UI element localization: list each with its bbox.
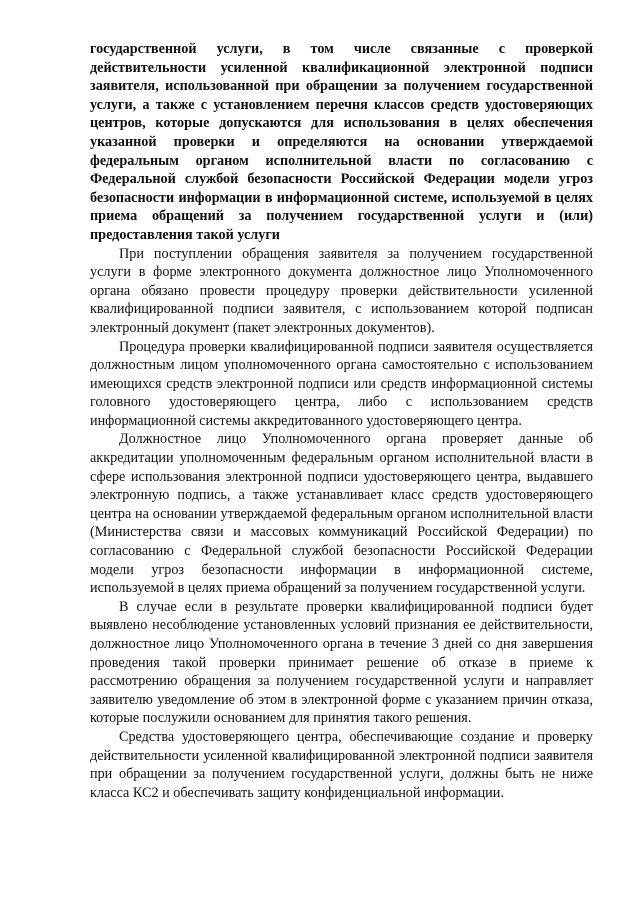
- document-page: [90, 40, 593, 802]
- paragraph-refusal: В случае если в результате проверки квалифицированной подписи будет выявлено несоблюдение установленных условий признания ее действительности, должностное лицо Уполномоченного органа в течение 3 дней со дня завершения проведения такой проверки принимает решение об отказе в приеме к рассмотрению обращения за получением государственной услуги и направляет заявителю уведомление об этом в электронной форме с указанием причин отказа, которые послужили основанием для принятия такого решения.: [90, 598, 593, 727]
- paragraph-heading: государственной услуги, в том числе связанные с проверкой действительности усиленной квалификационной электронной подписи заявителя, использованной при обращении за получением государственной услуги, а также с установлением перечня классов средств удостоверяющих центров, которые допускаются для использования в целях обеспечения указанной проверки и определяются на основании утверждаемой федеральным органом исполнительной власти по согласованию с Федеральной службой безопасности Российской Федерации модели угроз безопасности информации в информационной системе, используемой в целях приема обращений за получением государственной услуги и (или) предоставления такой услуги: [90, 41, 593, 243]
- paragraph-tools: Средства удостоверяющего центра, обеспечивающие создание и проверку действительности усиленной квалифицированной электронной подписи заявителя при обращении за получением государственной услуги, должны быть не ниже класса КС2 и обеспечивать защиту конфиденциальной информации.: [90, 728, 593, 801]
- paragraph-procedure: Процедура проверки квалифицированной подписи заявителя осуществляется должностным лицом уполномоченного органа самостоятельно с использованием имеющихся средств электронной подписи или средств информационной системы головного удостоверяющего центра, либо с использованием средств информационной системы аккредитованного удостоверяющего центра.: [90, 338, 593, 429]
- paragraph-receipt: При поступлении обращения заявителя за получением государственной услуги в форме электронного документа должностное лицо Уполномоченного органа обязано провести процедуру проверки действительности усиленной квалифицированной подписи заявителя, с использованием которой подписан электронный документ (пакет электронных документов).: [90, 245, 593, 336]
- paragraph-accreditation: Должностное лицо Уполномоченного органа проверяет данные об аккредитации уполномоченным федеральным органом исполнительной власти в сфере использования электронной подписи удостоверяющего центра, выдавшего электронную подпись, а также устанавливает класс средств удостоверяющего центра на основании утверждаемой федеральным органом исполнительной власти (Министерства связи и массовых коммуникаций Российской Федерации) по согласованию с Федеральной службой безопасности Российской Федерации модели угроз безопасности информации в информационной системе, используемой в целях приема обращений за получением государственной услуги.: [90, 431, 593, 597]
